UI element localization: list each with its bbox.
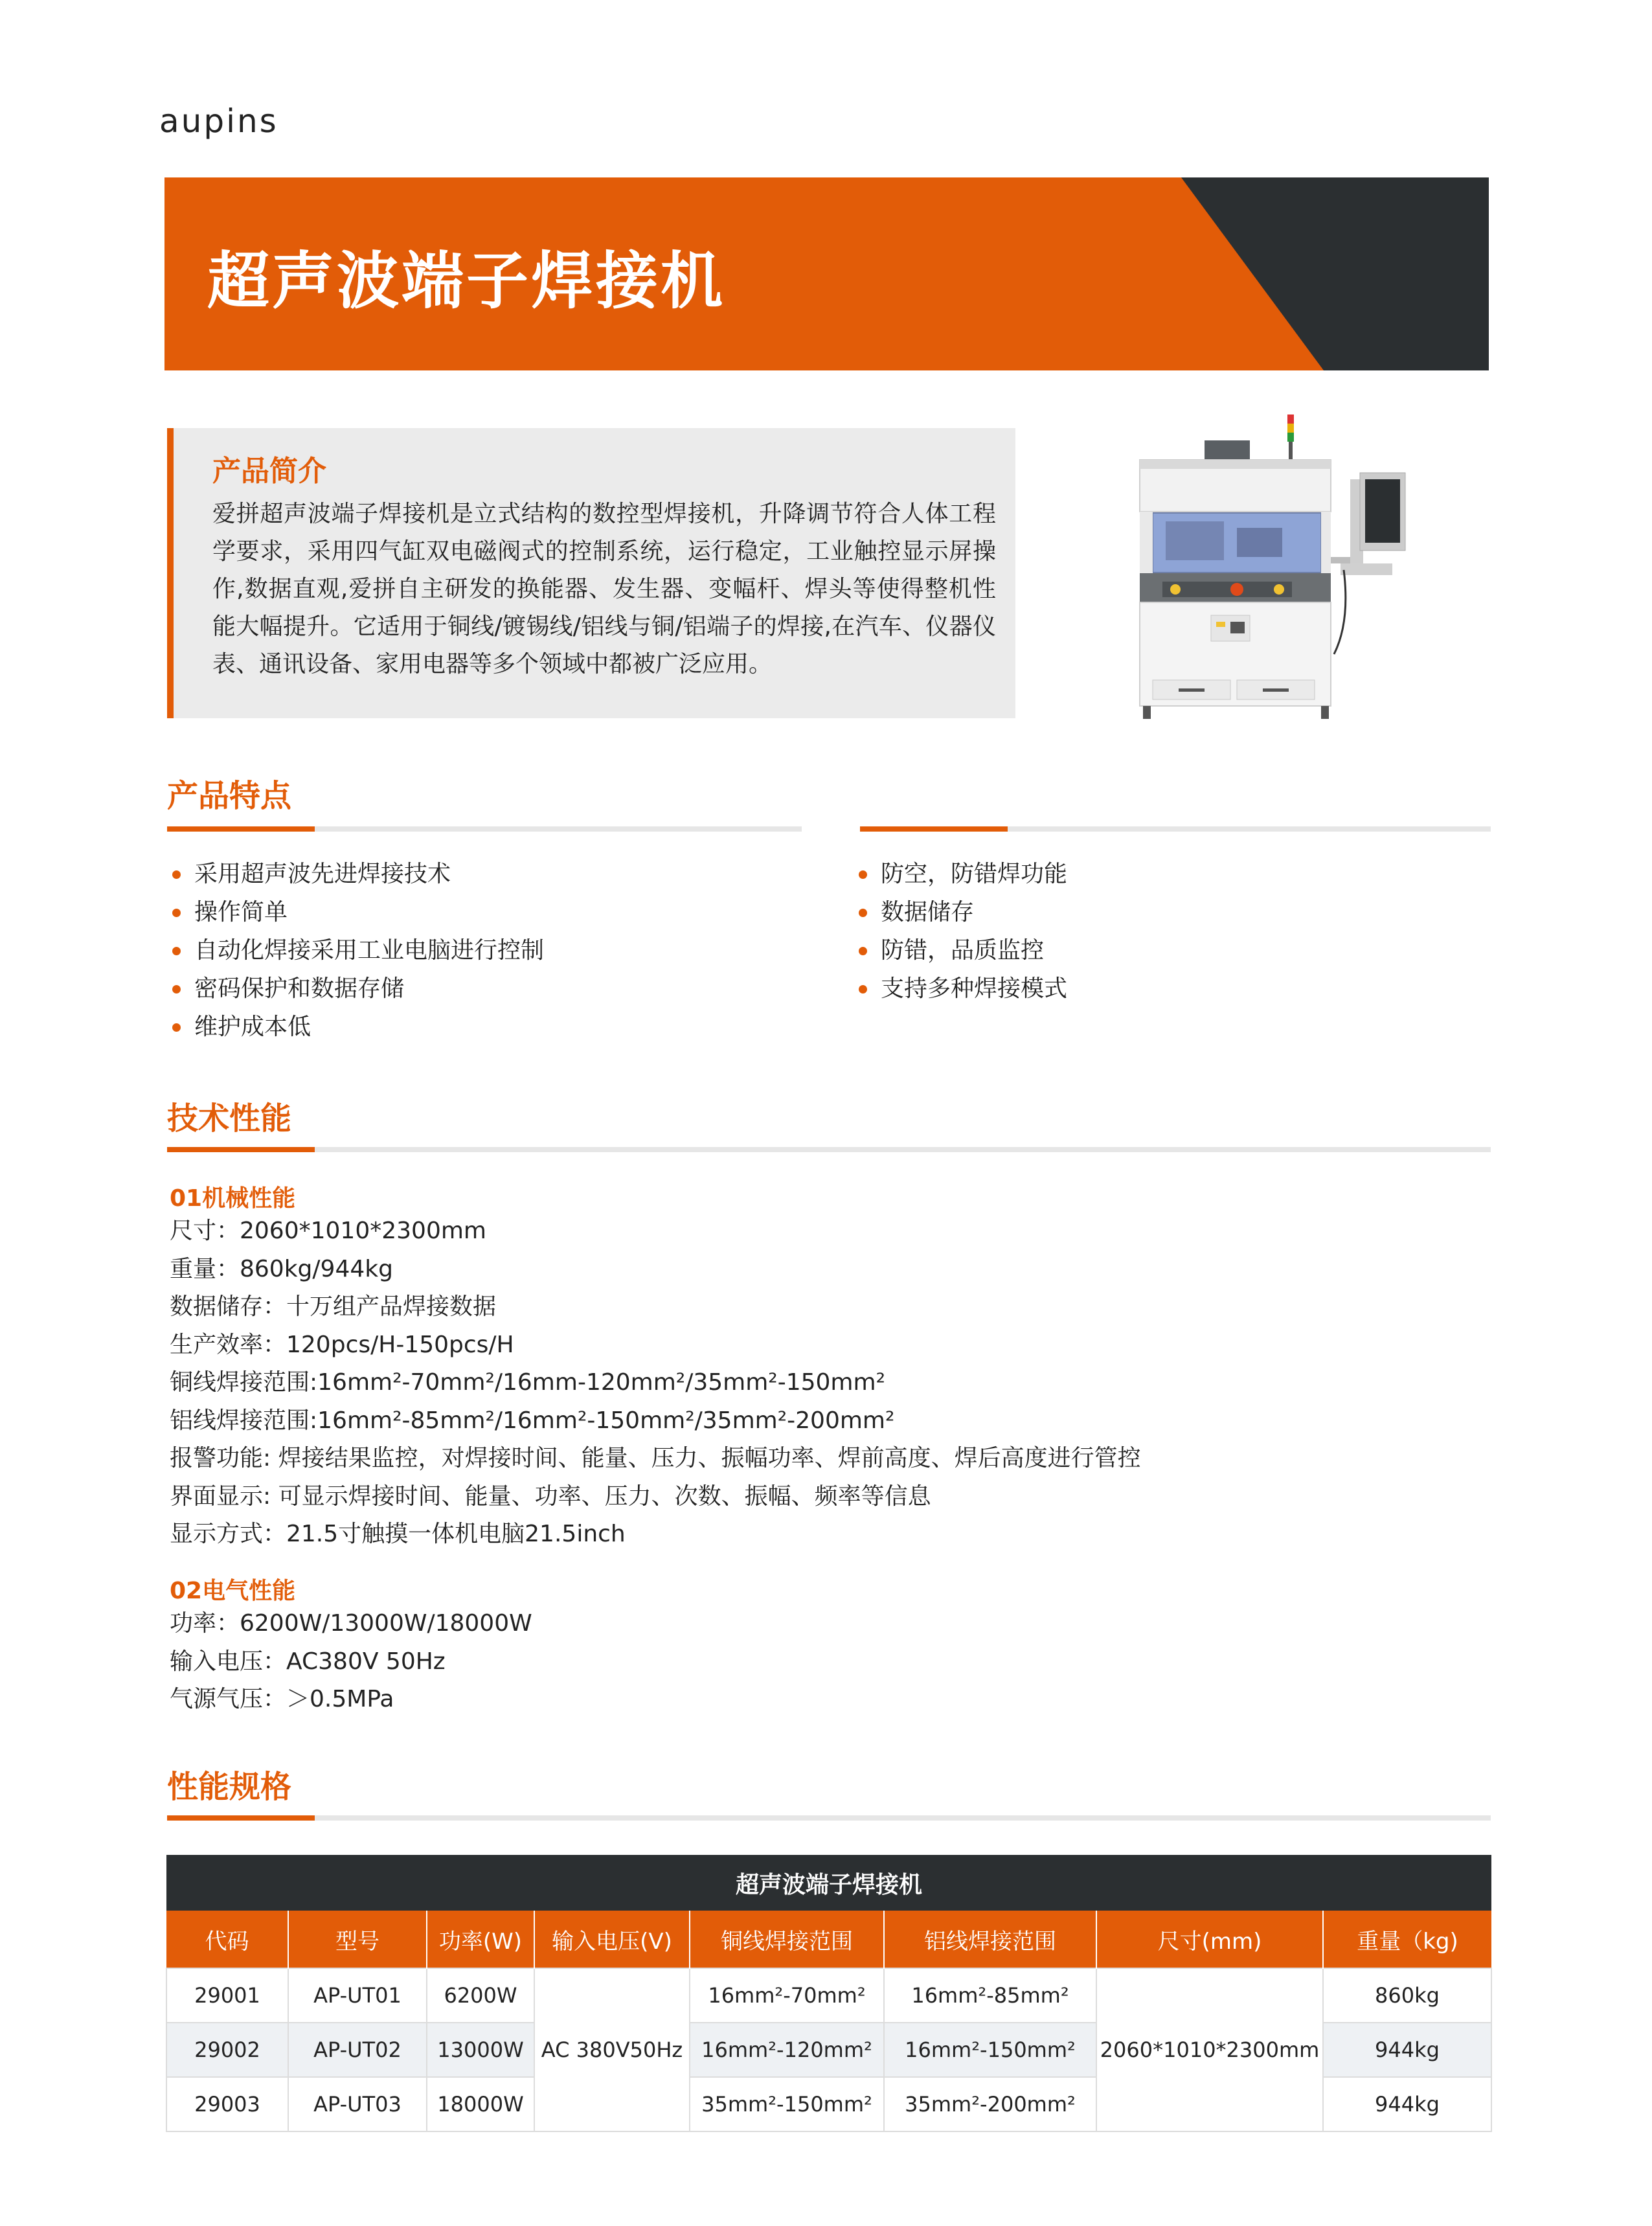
- feature-item: 数据储存: [854, 893, 1067, 931]
- table-title: 超声波端子焊接机: [166, 1855, 1491, 1911]
- spec-line: 重量：860kg/944kg: [170, 1255, 393, 1282]
- spec-table: [166, 1855, 1492, 2132]
- intro-text: 爱拼超声波端子焊接机是立式结构的数控型焊接机，升降调节符合人体工程学要求，采用四气缸双电磁阀式的控制系统，运行稳定，工业触控显示屏操作,数据直观,爱拼自主研发的换能器、发生器、变幅杆、焊头等使得整机性能大幅提升。它适用于铜线/镀锡线/铝线与铜/铝端子的焊接,在汽车、仪器仪表、通讯设备、家用电器等多个领域中都被广泛应用。: [212, 501, 996, 677]
- mech-subheading: 01机械性能: [170, 1185, 296, 1212]
- spec-line: 输入电压：AC380V 50Hz: [170, 1648, 446, 1675]
- elec-subheading: 02电气性能: [170, 1578, 296, 1604]
- feature-item: 密码保护和数据存储: [167, 970, 544, 1008]
- feature-list-right: [854, 855, 1067, 1008]
- cell-copper: 16mm²-70mm²: [690, 1968, 884, 2023]
- col-header: 铝线焊接范围: [884, 1911, 1096, 1968]
- cell-weight: 860kg: [1323, 1968, 1491, 2023]
- col-header: 代码: [166, 1911, 288, 1968]
- cell-weight: 944kg: [1323, 2023, 1491, 2077]
- spec-line: 铜线焊接范围:16mm²-70mm²/16mm-120mm²/35mm²-150mm²: [170, 1369, 885, 1396]
- col-header: 铜线焊接范围: [690, 1911, 884, 1968]
- spec-line: 功率：6200W/13000W/18000W: [170, 1610, 532, 1637]
- tech-heading: 技术性能: [167, 1100, 292, 1137]
- feature-item: 防空，防错焊功能: [854, 855, 1067, 893]
- page-title: 超声波端子焊接机: [207, 245, 725, 317]
- cell-aluminum: 35mm²-200mm²: [884, 2077, 1096, 2131]
- tech-rule-accent: [167, 1147, 315, 1152]
- spec-line: 铝线焊接范围:16mm²-85mm²/16mm²-150mm²/35mm²-200mm²: [170, 1407, 895, 1434]
- title-banner: [164, 177, 1489, 370]
- col-header: 尺寸(mm): [1096, 1911, 1323, 1968]
- spec-line: 生产效率：120pcs/H-150pcs/H: [170, 1331, 514, 1358]
- col-header: 型号: [288, 1911, 427, 1968]
- mech-spec-list: [170, 1212, 1141, 1554]
- cell-voltage: AC 380V50Hz: [534, 1968, 690, 2131]
- brand-logo: aupins: [159, 102, 278, 140]
- cell-power: 13000W: [427, 2023, 534, 2077]
- features-rule-right-accent: [860, 826, 1008, 832]
- cell-power: 18000W: [427, 2077, 534, 2131]
- cell-model: AP-UT02: [288, 2023, 427, 2077]
- feature-list-left: [167, 855, 544, 1046]
- cell-power: 6200W: [427, 1968, 534, 2023]
- spec-line: 报警功能: 焊接结果监控，对焊接时间、能量、压力、振幅功率、焊前高度、焊后高度进行管控: [170, 1445, 1141, 1471]
- cell-code: 29003: [166, 2077, 288, 2131]
- features-heading: 产品特点: [167, 778, 292, 814]
- spec-line: 显示方式：21.5寸触摸一体机电脑21.5inch: [170, 1521, 626, 1547]
- cell-model: AP-UT01: [288, 1968, 427, 2023]
- cell-copper: 16mm²-120mm²: [690, 2023, 884, 2077]
- cell-code: 29002: [166, 2023, 288, 2077]
- cell-model: AP-UT03: [288, 2077, 427, 2131]
- feature-item: 采用超声波先进焊接技术: [167, 855, 544, 893]
- intro-panel: [167, 428, 1015, 718]
- cell-weight: 944kg: [1323, 2077, 1491, 2131]
- feature-item: 支持多种焊接模式: [854, 970, 1067, 1008]
- col-header: 重量（kg): [1323, 1911, 1491, 1968]
- elec-spec-list: [170, 1605, 532, 1719]
- cell-size: 2060*1010*2300mm: [1096, 1968, 1323, 2131]
- feature-item: 自动化焊接采用工业电脑进行控制: [167, 931, 544, 970]
- spec-rule-accent: [167, 1815, 315, 1821]
- col-header: 功率(W): [427, 1911, 534, 1968]
- intro-heading: 产品简介: [212, 455, 326, 488]
- tech-rule: [167, 1147, 1491, 1152]
- feature-item: 维护成本低: [167, 1008, 544, 1046]
- machine-illustration: [1127, 408, 1412, 725]
- cell-aluminum: 16mm²-85mm²: [884, 1968, 1096, 2023]
- spec-line: 尺寸：2060*1010*2300mm: [170, 1218, 486, 1244]
- spec-line: 数据储存：十万组产品焊接数据: [170, 1293, 497, 1320]
- spec-line: 界面显示: 可显示焊接时间、能量、功率、压力、次数、振幅、频率等信息: [170, 1482, 931, 1510]
- cell-aluminum: 16mm²-150mm²: [884, 2023, 1096, 2077]
- spec-table-heading: 性能规格: [167, 1769, 292, 1805]
- spec-rule: [167, 1815, 1491, 1821]
- col-header: 输入电压(V): [534, 1911, 690, 1968]
- feature-item: 防错，品质监控: [854, 931, 1067, 970]
- features-rule-accent: [167, 826, 315, 832]
- feature-item: 操作简单: [167, 893, 544, 931]
- cell-code: 29001: [166, 1968, 288, 2023]
- table-row: [166, 1968, 1491, 2023]
- spec-line: 气源气压：＞0.5MPa: [170, 1686, 394, 1712]
- cell-copper: 35mm²-150mm²: [690, 2077, 884, 2131]
